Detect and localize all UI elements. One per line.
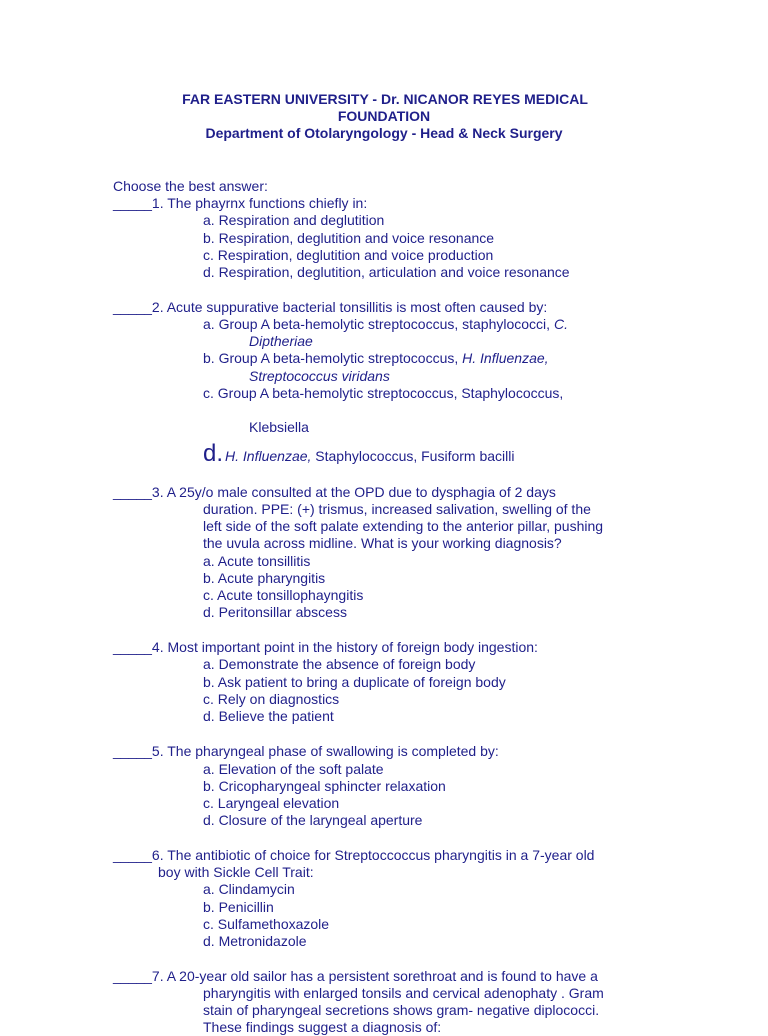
question-2-option-d-text: Staphylococcus, Fusiform bacilli	[311, 448, 515, 464]
header-foundation: FOUNDATION	[337, 108, 431, 124]
question-2-option-c: c. Group A beta-hemolytic streptococcus, Staphylococcus,	[203, 385, 564, 401]
question-2-option-d	[203, 442, 514, 466]
question-2-option-b-italic: H. Influenzae,	[462, 350, 549, 366]
question-2-option-a-text: a. Group A beta-hemolytic streptococcus, staphylococci,	[203, 316, 554, 332]
question-5-option-a: a. Elevation of the soft palate	[203, 761, 384, 777]
header-department: Department of Otolaryngology - Head & Neck Surgery	[205, 125, 563, 141]
question-7-stem-cont-1: pharyngitis with enlarged tonsils and cervical adenophaty . Gram	[203, 985, 604, 1001]
question-4-stem: _____4. Most important point in the history of foreign body ingestion:	[113, 639, 538, 655]
question-2-option-a-cont-italic: Diptheriae	[249, 333, 313, 349]
header-institution: FAR EASTERN UNIVERSITY - Dr. NICANOR REYES MEDICAL	[182, 91, 588, 107]
question-5-option-b: b. Cricopharyngeal sphincter relaxation	[203, 778, 446, 794]
instructions: Choose the best answer:	[113, 178, 268, 194]
question-2-option-d-letter: d.	[203, 440, 224, 467]
question-1-option-a: a. Respiration and deglutition	[203, 212, 385, 228]
question-4-option-d: d. Believe the patient	[203, 708, 334, 724]
question-7-stem: _____7. A 20-year old sailor has a persistent sorethroat and is found to have a	[113, 968, 598, 984]
question-6-stem: _____6. The antibiotic of choice for Streptoccoccus pharyngitis in a 7-year old	[113, 847, 595, 863]
question-4-option-b: b. Ask patient to bring a duplicate of foreign body	[203, 674, 506, 690]
question-4-option-c: c. Rely on diagnostics	[203, 691, 340, 707]
question-6-option-a: a. Clindamycin	[203, 881, 295, 897]
question-6-stem-cont-1: boy with Sickle Cell Trait:	[158, 864, 314, 880]
question-6-option-c: c. Sulfamethoxazole	[203, 916, 330, 932]
question-7-stem-cont-3: These findings suggest a diagnosis of:	[203, 1019, 442, 1035]
question-4-option-a: a. Demonstrate the absence of foreign body	[203, 656, 476, 672]
question-2-option-a-italic: C.	[553, 316, 568, 332]
question-2-option-b	[203, 350, 549, 367]
question-1-option-c: c. Respiration, deglutition and voice production	[203, 247, 494, 263]
question-3-stem-cont-3: the uvula across midline. What is your working diagnosis?	[203, 535, 562, 551]
question-1-option-d: d. Respiration, deglutition, articulation and voice resonance	[203, 264, 570, 280]
question-2-option-a	[203, 316, 568, 333]
question-2-stem: _____2. Acute suppurative bacterial tonsillitis is most often caused by:	[113, 299, 548, 315]
question-6-option-d: d. Metronidazole	[203, 933, 307, 949]
question-3-option-c: c. Acute tonsillophayngitis	[203, 587, 364, 603]
question-1-stem: _____1. The phayrnx functions chiefly in:	[113, 195, 368, 211]
question-3-stem-cont-2: left side of the soft palate extending to the anterior pillar, pushing	[203, 518, 604, 534]
question-5-option-c: c. Laryngeal elevation	[203, 795, 340, 811]
document-header	[0, 91, 768, 142]
question-1-option-b: b. Respiration, deglutition and voice resonance	[203, 230, 495, 246]
question-7-stem-cont-2: stain of pharyngeal secretions shows gram- negative diplococci.	[203, 1002, 600, 1018]
question-3-stem-cont-1: duration. PPE: (+) trismus, increased salivation, swelling of the	[203, 501, 591, 517]
question-3-option-d: d. Peritonsillar abscess	[203, 604, 347, 620]
question-2-option-d-italic: H. Influenzae,	[225, 448, 312, 464]
question-3-stem: _____3. A 25y/o male consulted at the OPD due to dysphagia of 2 days	[113, 484, 556, 500]
question-2-option-c-continuation: Klebsiella	[249, 419, 309, 435]
question-3-option-a: a. Acute tonsillitis	[203, 553, 311, 569]
question-5-stem: _____5. The pharyngeal phase of swallowing is completed by:	[113, 743, 499, 759]
question-2-option-b-text: b. Group A beta-hemolytic streptococcus,	[203, 350, 463, 366]
question-5-option-d: d. Closure of the laryngeal aperture	[203, 812, 423, 828]
question-3-option-b: b. Acute pharyngitis	[203, 570, 326, 586]
question-2-option-a-continuation	[249, 333, 313, 350]
question-2-option-b-continuation	[249, 368, 390, 385]
question-2-option-b-cont-italic: Streptococcus viridans	[249, 368, 390, 384]
question-6-option-b: b. Penicillin	[203, 899, 274, 915]
